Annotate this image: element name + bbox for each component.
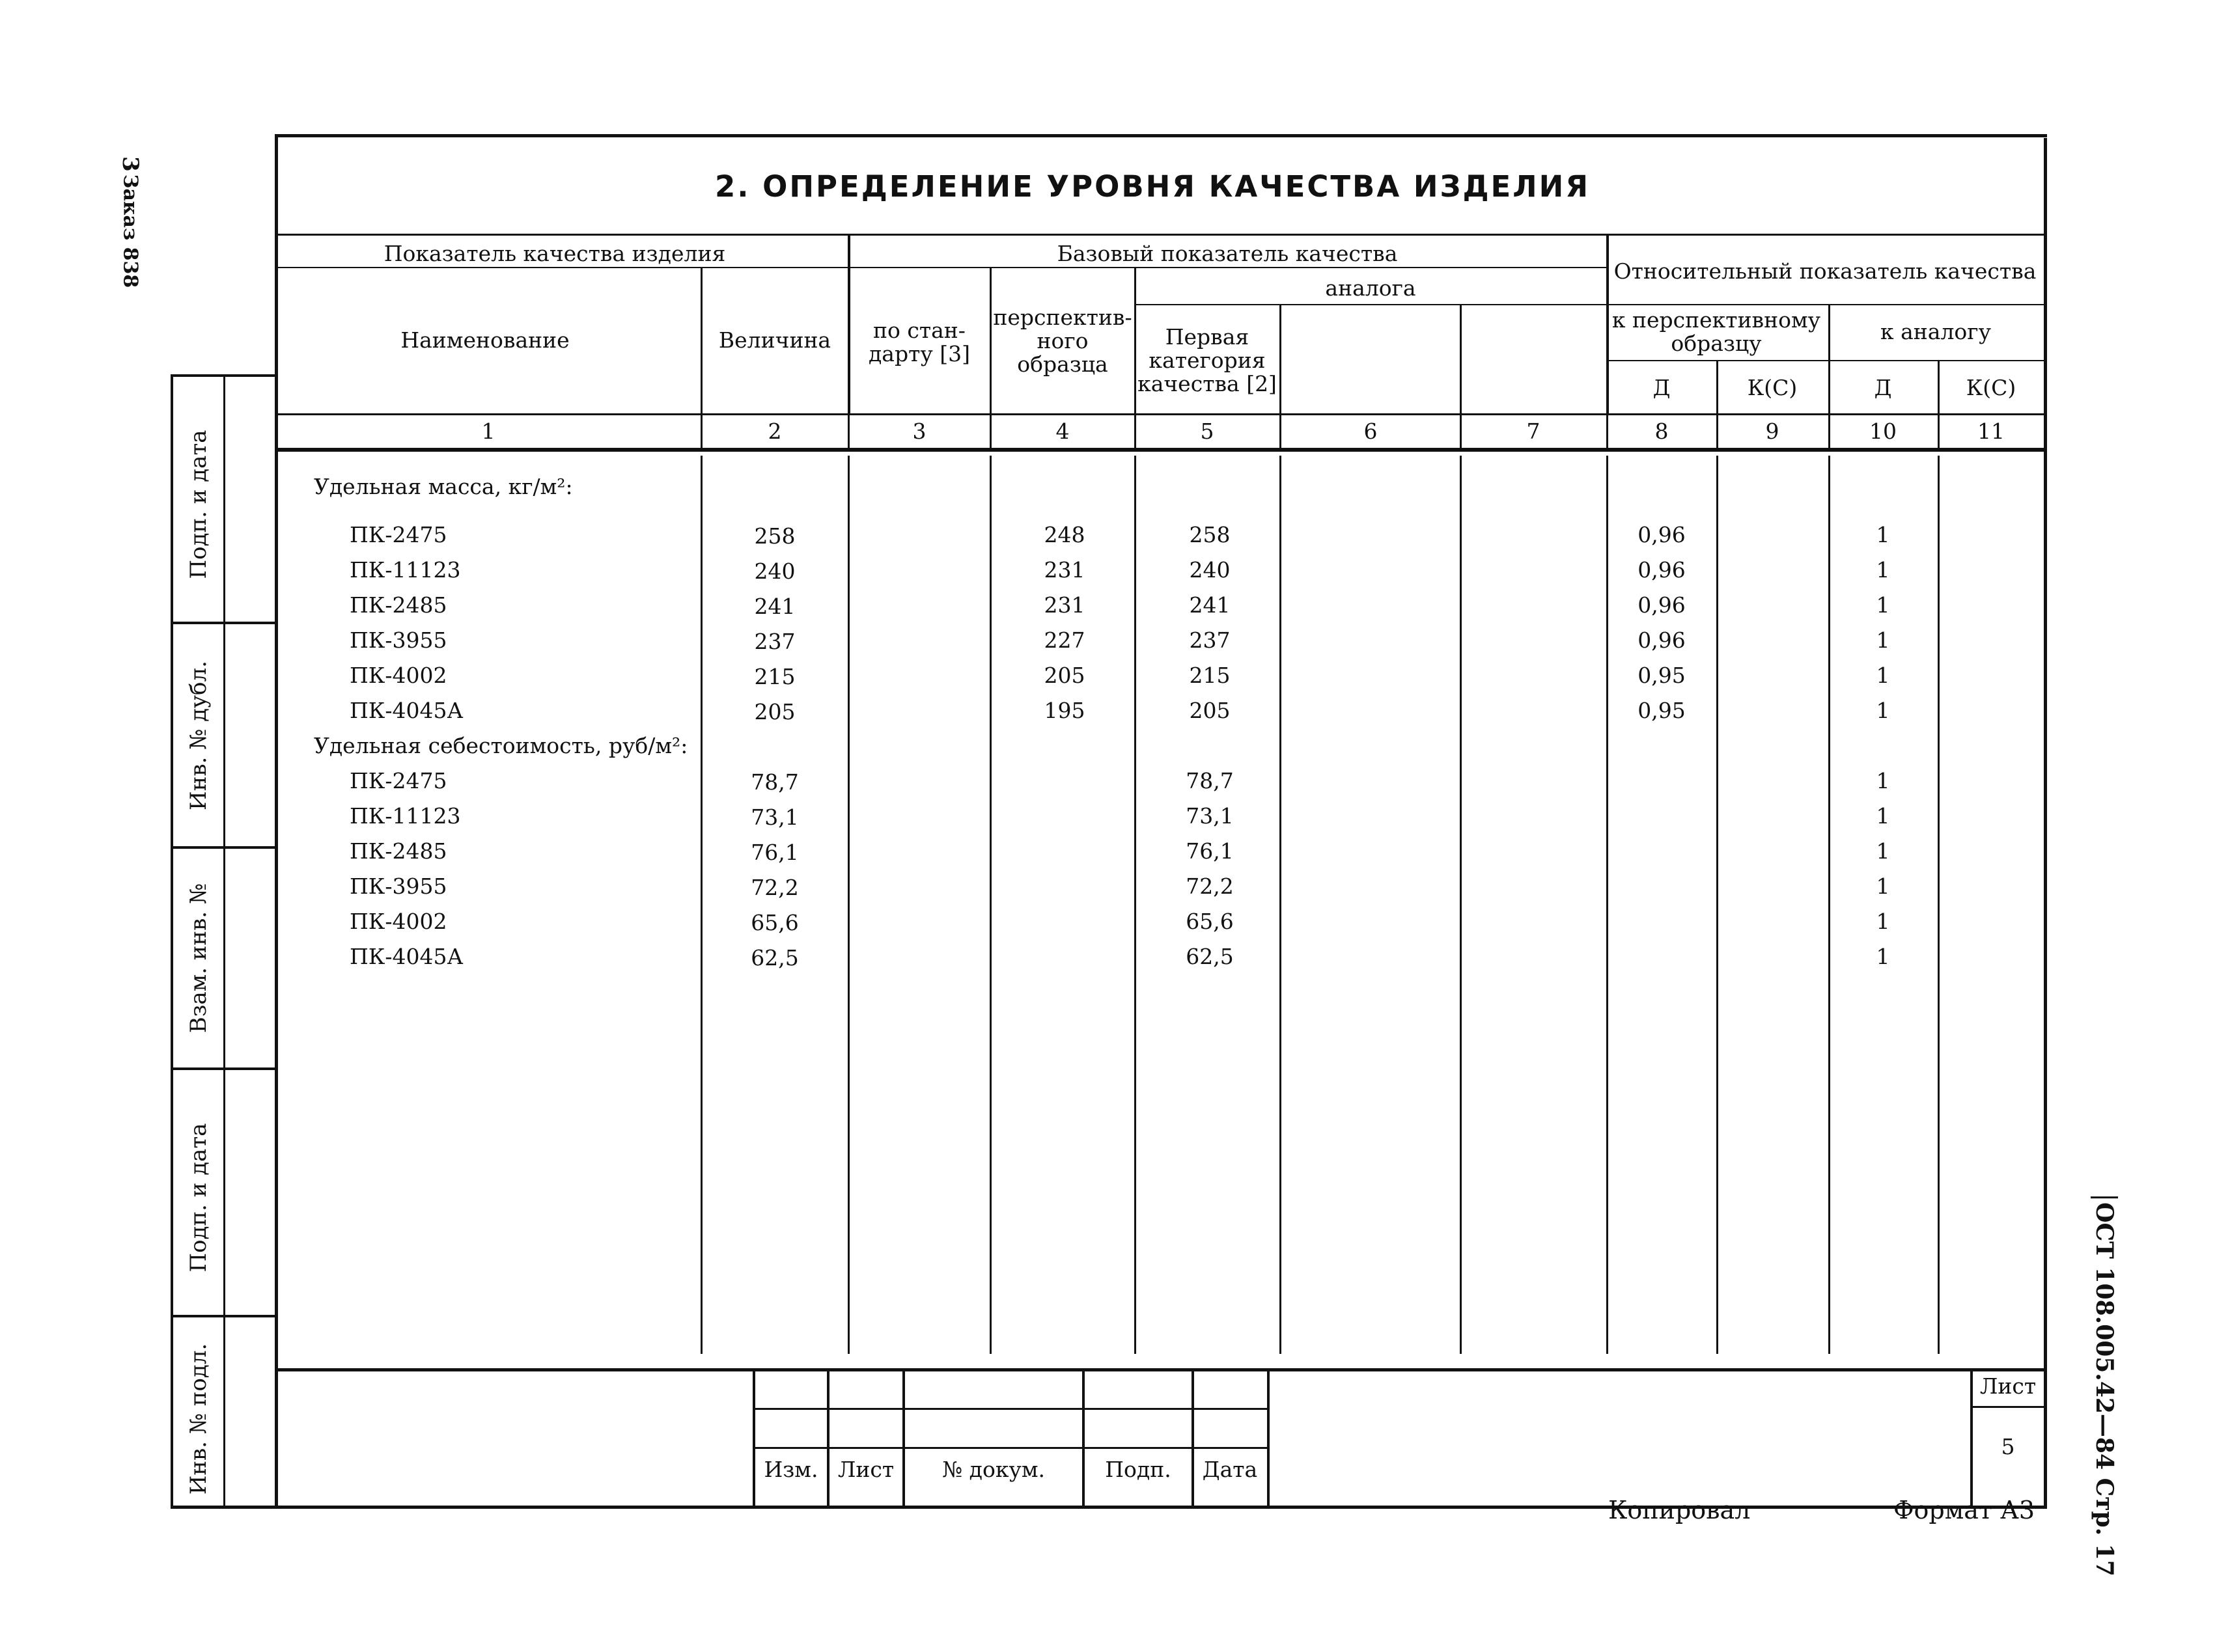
row-d-analog: 1 <box>1876 944 1890 969</box>
row-name: ПК-2475 <box>350 522 447 547</box>
row-name: ПК-4002 <box>350 909 447 934</box>
side-stamp-sign-date-1: Подп. и дата <box>186 430 212 579</box>
row-perspective: 205 <box>1044 663 1085 688</box>
side-stamp-sign-date-2: Подп. и дата <box>186 1123 212 1273</box>
row-first-category: 73,1 <box>1186 803 1234 829</box>
column-number: 8 <box>1654 419 1669 444</box>
header-indicator-group: Показатель качества изделия <box>383 241 726 266</box>
row-d-analog: 1 <box>1876 909 1890 934</box>
stamp-list: Лист <box>837 1457 895 1482</box>
row-name: ПК-2485 <box>350 592 447 618</box>
row-value: 72,2 <box>751 875 799 900</box>
row-value: 240 <box>754 558 796 584</box>
stamp-doc-no: № докум. <box>941 1457 1046 1482</box>
row-value: 65,6 <box>751 910 799 935</box>
row-name: ПК-11123 <box>350 803 461 829</box>
header-to-perspective-line1: к перспективному <box>1611 307 1821 333</box>
row-name: ПК-2485 <box>350 838 447 864</box>
row-d-analog: 1 <box>1876 557 1890 583</box>
row-d-perspective: 0,95 <box>1638 698 1686 723</box>
column-number: 1 <box>481 419 495 444</box>
row-d-perspective: 0,96 <box>1638 592 1686 618</box>
row-perspective: 231 <box>1044 592 1085 618</box>
header-by-standard-line2: дарту [3] <box>868 341 971 366</box>
stamp-date: Дата <box>1202 1457 1258 1482</box>
row-perspective: 231 <box>1044 557 1085 583</box>
row-value: 205 <box>754 699 796 724</box>
row-group-heading: Удельная себестоимость, руб/м²: <box>314 733 688 758</box>
header-to-analog: к аналогу <box>1880 319 1991 344</box>
row-value: 78,7 <box>751 769 799 795</box>
header-d-analog: Д <box>1874 375 1892 400</box>
header-to-perspective-line2: образцу <box>1671 331 1762 356</box>
column-number: 4 <box>1055 419 1070 444</box>
footer-copied: Копировал <box>1608 1496 1751 1524</box>
row-first-category: 72,2 <box>1186 874 1234 899</box>
row-name: ПК-11123 <box>350 557 461 583</box>
row-value: 73,1 <box>751 805 799 830</box>
column-number: 5 <box>1200 419 1214 444</box>
row-value: 76,1 <box>751 840 799 865</box>
row-d-analog: 1 <box>1876 698 1890 723</box>
row-d-analog: 1 <box>1876 803 1890 829</box>
row-name: ПК-4045А <box>350 698 464 723</box>
order-number: 3 <box>117 156 143 172</box>
row-d-analog: 1 <box>1876 663 1890 688</box>
column-number: 9 <box>1765 419 1779 444</box>
header-base-group: Базовый показатель качества <box>1057 241 1398 266</box>
header-analog: аналога <box>1325 275 1416 301</box>
row-value: 237 <box>754 629 796 654</box>
side-stamp-inv-dubl: Инв. № дубл. <box>186 661 212 810</box>
document-code: ОСТ 108.005.42—84 Стр. 17 <box>2091 1196 2118 1576</box>
row-group-heading: Удельная масса, кг/м²: <box>314 474 573 499</box>
row-d-analog: 1 <box>1876 838 1890 864</box>
column-number: 10 <box>1869 419 1897 444</box>
row-value: 215 <box>754 664 796 689</box>
page-title: 2. ОПРЕДЕЛЕНИЕ УРОВНЯ КАЧЕСТВА ИЗДЕЛИЯ <box>715 169 1590 204</box>
header-name: Наименование <box>400 327 570 353</box>
row-first-category: 78,7 <box>1186 768 1234 793</box>
header-value: Величина <box>718 327 831 353</box>
row-d-analog: 1 <box>1876 874 1890 899</box>
row-first-category: 205 <box>1189 698 1231 723</box>
row-d-analog: 1 <box>1876 522 1890 547</box>
row-d-perspective: 0,96 <box>1638 627 1686 653</box>
stamp-izm: Изм. <box>764 1457 818 1482</box>
row-d-analog: 1 <box>1876 592 1890 618</box>
row-perspective: 248 <box>1044 522 1085 547</box>
header-k-perspective: К(С) <box>1747 375 1798 400</box>
row-name: ПК-2475 <box>350 768 447 793</box>
column-number: 6 <box>1363 419 1378 444</box>
row-first-category: 76,1 <box>1186 838 1234 864</box>
row-value: 258 <box>754 523 796 549</box>
header-first-category-line1: Первая <box>1165 324 1249 350</box>
header-k-analog: К(С) <box>1966 375 2016 400</box>
row-first-category: 215 <box>1189 663 1231 688</box>
row-name: ПК-4045А <box>350 944 464 969</box>
row-name: ПК-4002 <box>350 663 447 688</box>
header-relative-group: Относительный показатель качества <box>1613 258 2037 284</box>
row-perspective: 227 <box>1044 627 1085 653</box>
header-d-perspective: Д <box>1652 375 1671 400</box>
row-d-perspective: 0,96 <box>1638 522 1686 547</box>
row-name: ПК-3955 <box>350 874 447 899</box>
side-stamp-vzam-inv: Взам. инв. № <box>186 883 212 1034</box>
row-name: ПК-3955 <box>350 627 447 653</box>
row-value: 62,5 <box>751 945 799 971</box>
header-first-category-line3: качества [2] <box>1137 371 1277 396</box>
row-first-category: 237 <box>1189 627 1231 653</box>
header-perspective-line2: ного <box>1037 328 1089 353</box>
column-number: 7 <box>1526 419 1540 444</box>
row-first-category: 241 <box>1189 592 1231 618</box>
row-d-perspective: 0,96 <box>1638 557 1686 583</box>
row-first-category: 62,5 <box>1186 944 1234 969</box>
side-stamp-inv-podl: Инв. № подл. <box>186 1343 212 1495</box>
order-label: Заказ 838 <box>118 174 142 288</box>
header-by-standard-line1: по стан- <box>873 318 966 343</box>
row-perspective: 195 <box>1044 698 1085 723</box>
row-value: 241 <box>754 594 796 619</box>
footer-format: Формат А3 <box>1893 1496 2035 1524</box>
stamp-sheet-number: 5 <box>2001 1434 2015 1459</box>
row-d-analog: 1 <box>1876 768 1890 793</box>
stamp-sheet-label: Лист <box>1979 1373 2037 1399</box>
row-first-category: 65,6 <box>1186 909 1234 934</box>
header-perspective-line3: образца <box>1017 351 1108 377</box>
column-number: 3 <box>912 419 927 444</box>
row-first-category: 258 <box>1189 522 1231 547</box>
row-d-analog: 1 <box>1876 627 1890 653</box>
stamp-sign: Подп. <box>1105 1457 1171 1482</box>
row-d-perspective: 0,95 <box>1638 663 1686 688</box>
header-perspective-line1: перспектив- <box>993 305 1132 330</box>
header-first-category-line2: категория <box>1149 348 1266 373</box>
column-number: 11 <box>1977 419 2005 444</box>
row-first-category: 240 <box>1189 557 1231 583</box>
column-number: 2 <box>768 419 782 444</box>
